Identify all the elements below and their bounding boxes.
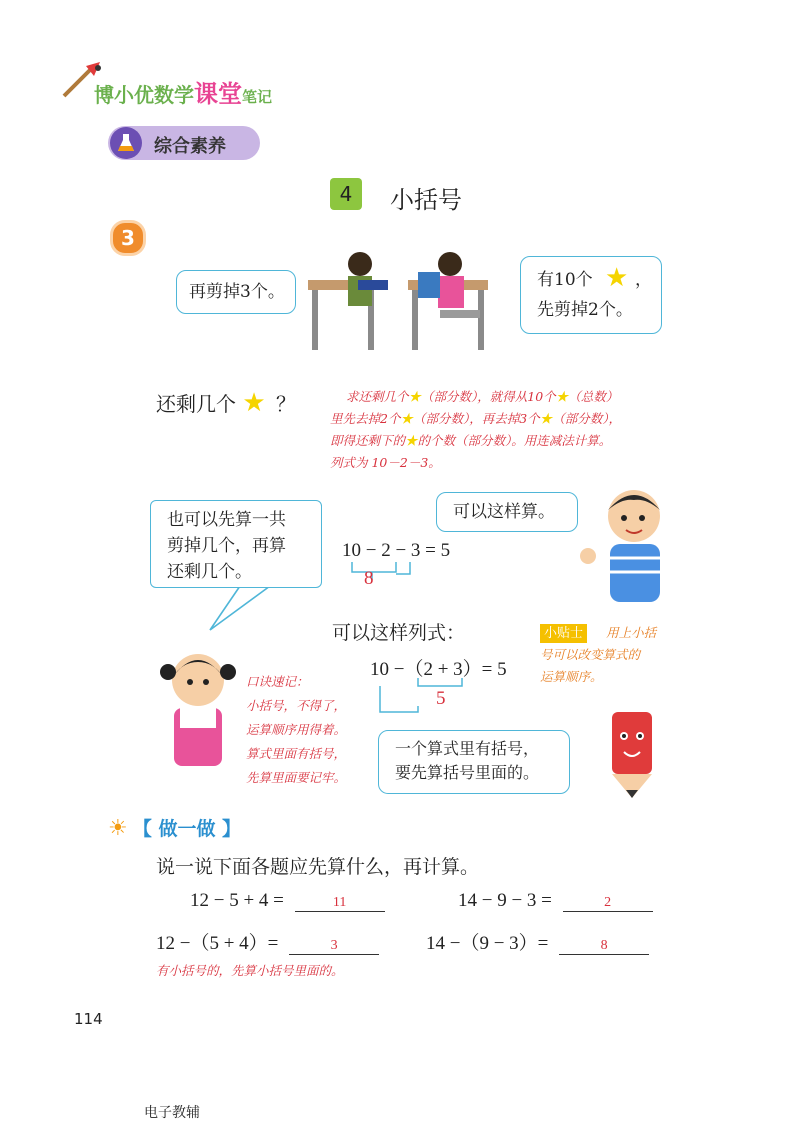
practice-item-4: 14 −（9 − 3）= 8: [426, 928, 649, 955]
section-tag: [108, 126, 260, 160]
example-number: 3: [110, 220, 146, 256]
boy-illustration: [576, 486, 686, 606]
equation-1-bracket: [348, 560, 428, 600]
speech-bubble-left: 再剪掉3个。: [176, 270, 296, 314]
brand-notes: 笔记: [242, 88, 273, 106]
star-icon: ★: [539, 411, 553, 426]
flask-icon: [110, 127, 142, 159]
analysis-note: 求还剩几个★（部分数），就得从10个★（总数） 里先去掉2个★（部分数），再去掉3个★（部分数）， 即得还剩下的★的个数（部分数）。用连减法计算。 列式为 10－2－3。: [330, 389, 621, 470]
practice-item-1: 12 − 5 + 4 = 11: [190, 890, 385, 912]
answer-blank[interactable]: 8: [559, 938, 649, 955]
tip-title: 小贴士: [540, 624, 587, 643]
equation-1: 10 − 2 − 3 = 5: [342, 540, 451, 561]
practice-heading: ☀ 【 做一做 】: [108, 816, 242, 841]
footer-label: 电子教辅: [144, 1105, 200, 1121]
pencil-speech-bubble: 一个算式里有括号， 要先算括号里面的。: [378, 730, 570, 794]
star-icon: ★: [242, 388, 266, 418]
equation-2-label: 可以这样列式：: [332, 622, 466, 644]
question: 还剩几个 ★ ？: [156, 388, 297, 418]
practice-item-3: 12 −（5 + 4）= 3: [156, 928, 379, 955]
pencil-mascot-illustration: [598, 702, 668, 802]
answer-blank[interactable]: 3: [289, 938, 379, 955]
girl-illustration: [158, 648, 238, 768]
equation-2-partial: 5: [436, 688, 446, 709]
boy-speech-bubble: 可以这样算。: [436, 492, 578, 532]
practice-instruction: 说一说下面各题应先算什么，再计算。: [156, 856, 480, 878]
thought-bubble: 也可以先算一共 剪掉几个，再算 还剩几个。: [150, 500, 322, 588]
brand-class: 课堂: [194, 80, 242, 108]
tip: 小贴士 用上小括 号可以改变算式的 运算顺序。: [540, 625, 657, 684]
equation-2: 10 −（2 + 3）= 5: [370, 659, 507, 680]
answer-blank[interactable]: 11: [295, 895, 385, 912]
lesson-number: 4: [330, 178, 362, 210]
star-icon: ★: [405, 433, 418, 448]
practice-item-2: 14 − 9 − 3 = 2: [458, 890, 653, 912]
star-icon: ★: [605, 263, 629, 293]
speech-bubble-right: 有10个 ★ ， 先剪掉2个。: [520, 256, 662, 334]
brand-name: 博小优数学: [94, 83, 194, 107]
answer-blank[interactable]: 2: [563, 895, 653, 912]
star-icon: ★: [555, 389, 569, 404]
section-tag-label: 综合素养: [154, 136, 226, 157]
sun-icon: ☀: [108, 816, 128, 841]
rhyme: 口诀速记： 小括号，不得了， 运算顺序用得着。 算式里面有括号， 先算里面要记牢。: [246, 674, 347, 785]
star-icon: ★: [400, 411, 413, 426]
page-number: 114: [74, 1010, 103, 1028]
students-cutting-stars-illustration: [300, 250, 500, 360]
equation-1-partial: 8: [364, 568, 374, 589]
star-icon: ★: [408, 389, 422, 404]
brand-logo: [60, 60, 320, 108]
practice-note: 有小括号的，先算小括号里面的。: [156, 963, 344, 978]
lesson-title: 小括号: [390, 186, 462, 214]
